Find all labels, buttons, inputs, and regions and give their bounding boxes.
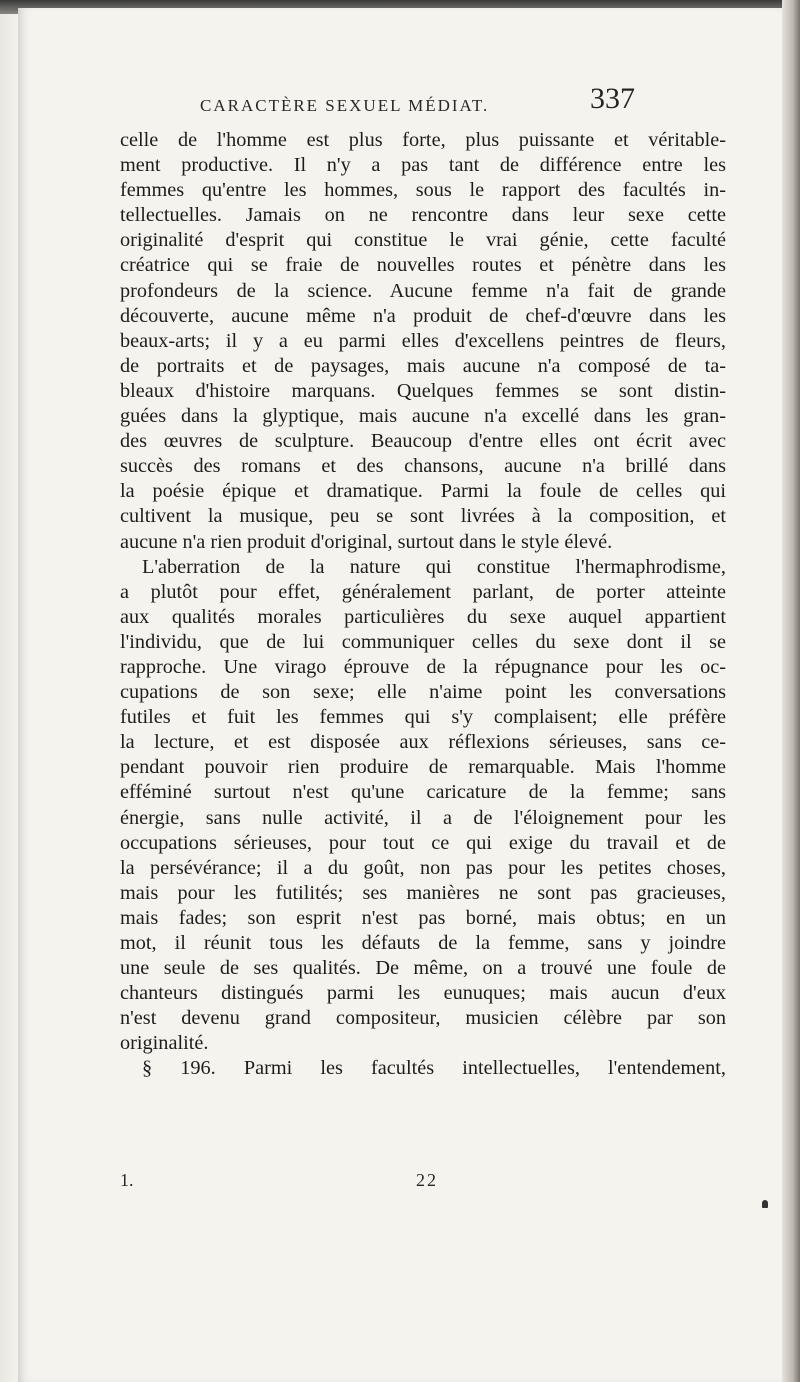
running-header (200, 82, 740, 122)
book-gutter (0, 14, 18, 1382)
signature-mark: 1. (120, 1170, 134, 1190)
text-line: découverte, aucune même n'a produit de chef-d'œuvre dans les (120, 304, 726, 327)
text-line: profondeurs de la science. Aucune femme n'a fait de grande (120, 279, 726, 302)
text-line: aux qualités morales particulières du sexe auquel appartient (120, 605, 726, 628)
text-line: créatrice qui se fraie de nouvelles routes et pénètre dans les (120, 254, 726, 277)
text-line: ment productive. Il n'y a pas tant de différence entre les (120, 154, 726, 177)
body-text (120, 128, 726, 1082)
text-line: tellectuelles. Jamais on ne rencontre dans leur sexe cette (120, 204, 726, 227)
text-line: une seule de ses qualités. De même, on a trouvé une foule de (120, 957, 726, 980)
text-line: originalité d'esprit qui constitue le vrai génie, cette faculté (120, 229, 726, 252)
text-line: beaux-arts; il y a eu parmi elles d'excellens peintres de fleurs, (120, 329, 726, 352)
text-line: n'est devenu grand compositeur, musicien célèbre par son (120, 1007, 726, 1030)
text-line: pendant pouvoir rien produire de remarquable. Mais l'homme (120, 756, 726, 779)
text-line: aucune n'a rien produit d'original, surtout dans le style élevé. (120, 530, 613, 553)
text-line: la poésie épique et dramatique. Parmi la foule de celles qui (120, 480, 726, 503)
text-line: de portraits et de paysages, mais aucune n'a composé de ta- (120, 354, 726, 377)
text-line: L'aberration de la nature qui constitue l'hermaphrodisme, (142, 555, 726, 578)
text-line: futiles et fuit les femmes qui s'y complaisent; elle préfère (120, 706, 726, 729)
text-line: la lecture, et est disposée aux réflexions sérieuses, sans ce- (120, 731, 726, 754)
page-edge (782, 0, 800, 1382)
page-footer (120, 1170, 726, 1194)
text-line: cultivent la musique, peu se sont livrées à la composition, et (120, 505, 726, 528)
text-line: mot, il réunit tous les défauts de la femme, sans y joindre (120, 932, 726, 954)
gathering-number: 22 (416, 1170, 438, 1190)
text-line: mais fades; son esprit n'est pas borné, mais obtus; en un (120, 906, 726, 929)
text-line: énergie, sans nulle activité, il a de l'éloignement pour les (120, 806, 726, 829)
text-line: cupations de son sexe; elle n'aime point les conversations (120, 681, 726, 704)
text-line: efféminé surtout n'est qu'une caricature de la femme; sans (120, 781, 726, 804)
ink-spot (762, 1200, 768, 1208)
text-line: succès des romans et des chansons, aucune n'a brillé dans (120, 455, 726, 478)
running-title: CARACTÈRE SEXUEL MÉDIAT. (200, 96, 490, 115)
text-line: bleaux d'histoire marquans. Quelques femmes se sont distin- (120, 379, 726, 402)
text-line: rapproche. Une virago éprouve de la répugnance pour les oc- (120, 655, 726, 678)
text-line: femmes qu'entre les hommes, sous le rapport des facultés in- (120, 179, 726, 202)
text-line: mais pour les futilités; ses manières ne sont pas gracieuses, (120, 881, 726, 904)
text-line: la persévérance; il a du goût, non pas pour les petites choses, (120, 856, 726, 879)
text-line: chanteurs distingués parmi les eunuques; mais aucun d'eux (120, 982, 726, 1005)
text-line: § 196. Parmi les facultés intellectuelles, l'entendement, (142, 1057, 726, 1080)
page-number: 337 (590, 82, 635, 115)
text-line: a plutôt pour effet, généralement parlant, de porter atteinte (120, 580, 726, 603)
text-line: l'individu, que de lui communiquer celles du sexe dont il se (120, 630, 726, 653)
text-line: originalité. (120, 1032, 209, 1055)
text-line: guées dans la glyptique, mais aucune n'a excellé dans les gran- (120, 405, 726, 428)
text-line: celle de l'homme est plus forte, plus puissante et véritable- (120, 129, 726, 151)
text-line: occupations sérieuses, pour tout ce qui exige du travail et de (120, 831, 726, 854)
text-line: des œuvres de sculpture. Beaucoup d'entre elles ont écrit avec (120, 430, 726, 453)
